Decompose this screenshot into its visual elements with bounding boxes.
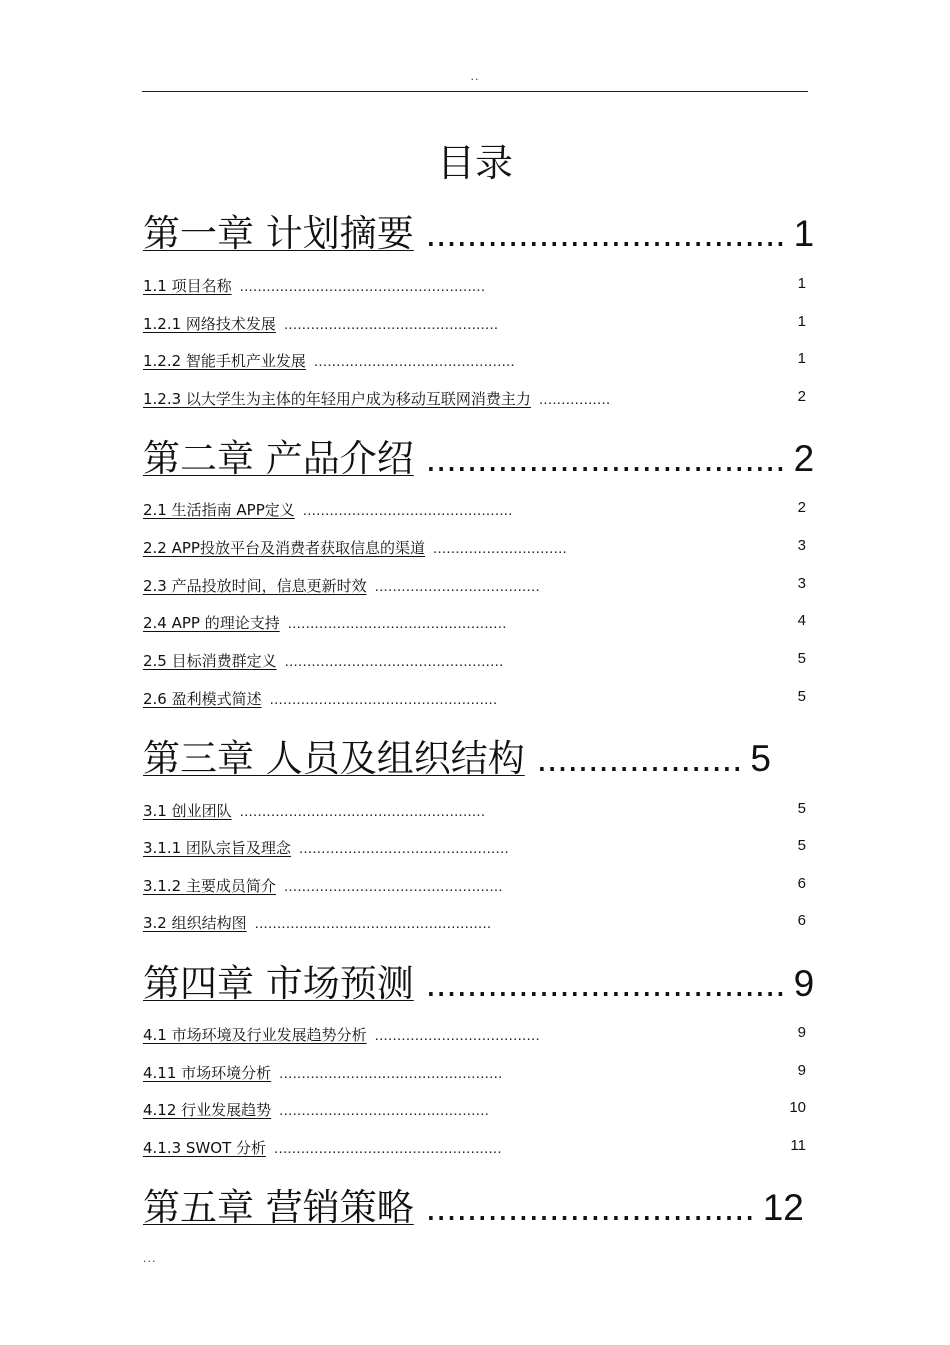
chapter-page-number: 2 — [793, 438, 815, 479]
toc-section-4-11[interactable] — [143, 1062, 503, 1083]
toc-section-3-1-2[interactable] — [143, 875, 503, 896]
toc-section-1-1[interactable] — [143, 275, 485, 296]
page-header-mark: .. — [470, 70, 480, 83]
section-label: 3.1 创业团队 — [143, 802, 232, 820]
toc-chapter-2[interactable] — [143, 428, 814, 480]
chapter-label: 第三章 人员及组织结构 — [143, 737, 525, 780]
chapter-page-number: 1 — [793, 213, 815, 254]
toc-section-4-12[interactable] — [143, 1099, 489, 1120]
dot-leader: ....................................................... — [239, 278, 486, 295]
toc-section-1-2-3[interactable] — [143, 388, 610, 409]
dot-leader: ............................................. — [313, 353, 515, 370]
dot-leader: ..................................................... — [254, 915, 492, 932]
dot-leader: ................................................ — [283, 316, 499, 333]
dot-leader: ................................... — [425, 213, 786, 254]
dot-leader: ..................................... — [374, 578, 540, 595]
toc-section-2-6[interactable] — [143, 688, 497, 709]
chapter-label: 第一章 计划摘要 — [143, 212, 414, 255]
chapter-page-number: 12 — [762, 1187, 804, 1228]
section-label: 3.2 组织结构图 — [143, 914, 247, 932]
chapter-label: 第四章 市场预测 — [143, 962, 414, 1005]
toc-section-3-2[interactable] — [143, 912, 491, 933]
section-page-number: 11 — [790, 1137, 806, 1154]
section-label: 4.12 行业发展趋势 — [143, 1101, 272, 1119]
toc-chapter-5[interactable] — [143, 1177, 804, 1229]
dot-leader: ................................................... — [269, 691, 498, 708]
chapter-page-number: 9 — [793, 963, 815, 1004]
dot-leader: ................................................. — [284, 653, 504, 670]
section-label: 2.5 目标消费群定义 — [143, 652, 277, 670]
section-label: 2.2 APP投放平台及消费者获取信息的渠道 — [143, 539, 425, 557]
section-label: 1.2.2 智能手机产业发展 — [143, 352, 306, 370]
dot-leader: ................................................. — [283, 878, 503, 895]
page-footer-mark: ... — [143, 1252, 157, 1265]
dot-leader: ................................ — [425, 1187, 755, 1228]
toc-section-2-5[interactable] — [143, 650, 504, 671]
section-label: 1.2.1 网络技术发展 — [143, 315, 276, 333]
dot-leader: ..................................... — [374, 1027, 540, 1044]
section-page-number: 9 — [797, 1024, 806, 1041]
dot-leader: ............................................... — [302, 502, 513, 519]
toc-chapter-3[interactable] — [143, 728, 771, 780]
dot-leader: ................................................. — [287, 615, 507, 632]
dot-leader: .................................................. — [279, 1065, 503, 1082]
section-page-number: 5 — [797, 837, 806, 854]
toc-section-1-2-2[interactable] — [143, 350, 515, 371]
section-page-number: 3 — [797, 537, 806, 554]
section-label: 3.1.1 团队宗旨及理念 — [143, 839, 291, 857]
toc-section-2-1[interactable] — [143, 499, 513, 520]
section-page-number: 10 — [789, 1099, 806, 1116]
toc-section-4-1-3[interactable] — [143, 1137, 502, 1158]
section-label: 4.1 市场环境及行业发展趋势分析 — [143, 1026, 367, 1044]
section-page-number: 1 — [797, 313, 806, 330]
section-page-number: 4 — [797, 612, 806, 629]
toc-section-1-2-1[interactable] — [143, 313, 498, 334]
section-page-number: 1 — [797, 350, 806, 367]
dot-leader: ................................................... — [274, 1140, 502, 1157]
section-label: 1.2.3 以大学生为主体的年轻用户成为移动互联网消费主力 — [143, 390, 531, 408]
toc-section-2-2[interactable] — [143, 537, 567, 558]
dot-leader: ....................................................... — [239, 803, 486, 820]
dot-leader: ................................... — [425, 963, 786, 1004]
section-label: 2.6 盈利模式简述 — [143, 690, 262, 708]
section-label: 1.1 项目名称 — [143, 277, 232, 295]
section-page-number: 3 — [797, 575, 806, 592]
section-page-number: 5 — [797, 800, 806, 817]
section-page-number: 9 — [797, 1062, 806, 1079]
section-label: 3.1.2 主要成员简介 — [143, 877, 276, 895]
dot-leader: .............................. — [432, 540, 568, 557]
toc-section-4-1[interactable] — [143, 1024, 540, 1045]
section-page-number: 5 — [797, 688, 806, 705]
dot-leader: ............................................... — [298, 840, 509, 857]
section-page-number: 2 — [797, 388, 806, 405]
toc-section-3-1-1[interactable] — [143, 837, 509, 858]
dot-leader: ................ — [538, 391, 611, 408]
section-label: 4.1.3 SWOT 分析 — [143, 1139, 267, 1157]
toc-chapter-1[interactable] — [143, 203, 814, 255]
section-page-number: 6 — [797, 912, 806, 929]
dot-leader: ............................................... — [279, 1102, 490, 1119]
toc-title: 目录 — [436, 141, 513, 185]
section-label: 2.1 生活指南 APP定义 — [143, 501, 295, 519]
toc-section-2-3[interactable] — [143, 575, 540, 596]
chapter-page-number: 5 — [750, 738, 771, 779]
section-page-number: 1 — [797, 275, 806, 292]
chapter-label: 第二章 产品介绍 — [143, 437, 414, 480]
section-page-number: 6 — [797, 875, 806, 892]
section-label: 4.11 市场环境分析 — [143, 1064, 272, 1082]
chapter-label: 第五章 营销策略 — [143, 1186, 414, 1229]
section-page-number: 2 — [797, 499, 806, 516]
section-label: 2.4 APP 的理论支持 — [143, 614, 280, 632]
toc-section-3-1[interactable] — [143, 800, 485, 821]
section-page-number: 5 — [797, 650, 806, 667]
toc-chapter-4[interactable] — [143, 953, 814, 1005]
dot-leader: .................... — [536, 738, 743, 779]
toc-section-2-4[interactable] — [143, 612, 507, 633]
section-label: 2.3 产品投放时间，信息更新时效 — [143, 577, 367, 595]
dot-leader: ................................... — [425, 438, 786, 479]
